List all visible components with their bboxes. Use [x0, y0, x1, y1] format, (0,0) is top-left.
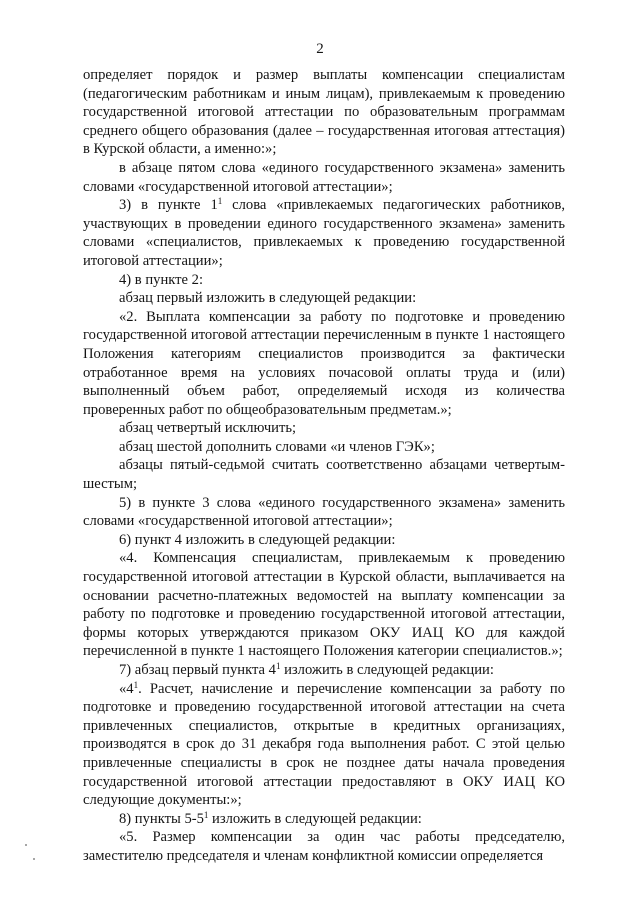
paragraph — [83, 419, 565, 438]
paragraph-text: «2. Выплата компенсации за работу по подготовке и проведению государственной итоговой аттестации перечисленным в пункте 1 настоящего Положения категориям специалистов производится за фактически отработанное время на условиях почасовой оплаты труда и (или) выполненный объем работ, определяемый исходя из количества проверенных работ по общеобразовательным предметам.»; — [83, 308, 565, 418]
superscript: 1 — [275, 661, 281, 671]
paragraph — [83, 494, 565, 531]
paragraph — [83, 159, 565, 196]
paragraph — [83, 828, 565, 865]
superscript: 1 — [217, 196, 223, 207]
paragraph-text: 3) в пункте 1 — [119, 197, 218, 214]
paragraph — [83, 289, 565, 308]
paragraph-text: «4 — [119, 680, 134, 697]
paragraph — [83, 680, 565, 810]
paragraph — [83, 271, 565, 290]
paragraph-text: . Расчет, начисление и перечисление компенсации за работу по подготовке и проведению государственной итоговой аттестации на счета привлеченных специалистов, открытые в кредитных организациях, производятся в срок до 31 декабря года выполнения работ. С этой целью привлеченные специалисты в срок не позднее даты начала проведения государственной итоговой аттестации предоставляют в ОКУ ИАЦ КО следующие документы:»; — [83, 680, 565, 809]
paragraph-text: абзацы пятый-седьмой считать соответственно абзацами четвертым-шестым; — [83, 457, 565, 493]
paragraph — [83, 661, 565, 680]
paragraph — [83, 66, 565, 159]
paragraph-text: «5. Размер компенсации за один час работы председателю, заместителю председателя и членам конфликтной комиссии определяется — [83, 829, 565, 864]
paragraph — [83, 438, 565, 457]
paragraph-text: абзац шестой дополнить словами «и членов ГЭК»; — [119, 438, 435, 455]
paragraph-text: определяет порядок и размер выплаты компенсации специалистам (педагогическим работникам и иным лицам), привлекаемым к проведению государственной итоговой аттестации по образовательным программам среднего общего образования (далее – государственная итоговая аттестация) в Курской области, а именно:»; — [83, 67, 565, 158]
paragraph-text: изложить в следующей редакции: — [208, 810, 422, 827]
paragraph-text: 8) пункты 5-5 — [119, 810, 204, 827]
paragraph-text: 4) в пункте 2: — [119, 271, 204, 288]
paragraph — [83, 531, 565, 550]
paragraph-text: слова «привлекаемых педагогических работников, участвующих в проведении единого государственного экзамена» заменить словами «специалистов, привлекаемых к проведению государственной итоговой аттестации»; — [83, 197, 565, 269]
paragraph-text: абзац первый изложить в следующей редакции: — [119, 290, 417, 307]
superscript: 1 — [133, 679, 139, 690]
page-number: 2 — [316, 41, 324, 57]
paragraph — [83, 196, 565, 270]
paragraph-text: в абзаце пятом слова «единого государственного экзамена» заменить словами «государственной итоговой аттестации»; — [83, 159, 565, 195]
paragraph — [83, 456, 565, 493]
paragraph-text: «4. Компенсация специалистам, привлекаемым к проведению государственной итоговой аттестации в Курской области, выплачивается на основании расчетно-платежных ведомостей на выплату компенсации за работу по подготовке и проведению государственной итоговой аттестации, формы которых утверждаются приказом ОКУ ИАЦ КО для каждой перечисленной в пункте 1 настоящего Положения категории специалистов.»; — [83, 550, 565, 660]
paragraph — [83, 810, 565, 829]
superscript: 1 — [203, 809, 209, 820]
paragraph-text: абзац четвертый исключить; — [119, 420, 297, 437]
paragraph — [83, 549, 565, 661]
paragraph-text: 7) абзац первый пункта 4 — [119, 662, 276, 678]
paragraph-text: изложить в следующей редакции: — [280, 662, 494, 678]
scan-speck — [33, 858, 35, 860]
paragraph — [83, 308, 565, 420]
paragraph-text: 6) пункт 4 изложить в следующей редакции: — [119, 531, 396, 548]
document-body — [83, 66, 565, 866]
scan-speck — [25, 844, 27, 846]
paragraph-text: 5) в пункте 3 слова «единого государственного экзамена» заменить словами «государственной итоговой аттестации»; — [83, 494, 565, 530]
